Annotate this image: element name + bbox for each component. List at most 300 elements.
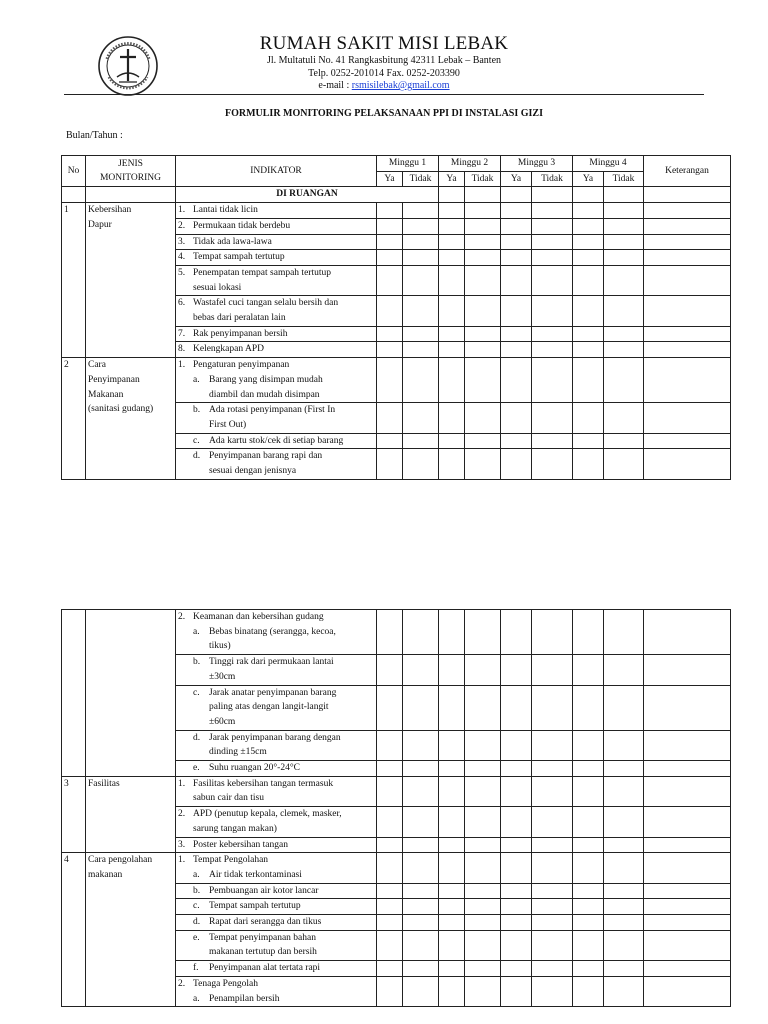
indicator-number: b.	[193, 885, 201, 896]
check-cell[interactable]	[501, 358, 532, 403]
check-cell[interactable]	[465, 685, 501, 730]
check-cell[interactable]	[573, 234, 604, 250]
keterangan-cell[interactable]	[644, 776, 731, 806]
row-jenis-line: Fasilitas	[88, 778, 120, 789]
check-cell[interactable]	[403, 655, 439, 685]
check-cell[interactable]	[377, 250, 403, 266]
check-cell[interactable]	[501, 342, 532, 358]
check-cell[interactable]	[604, 915, 644, 931]
keterangan-cell[interactable]	[644, 358, 731, 403]
row-jenis-line: (sanitasi gudang)	[88, 404, 154, 415]
indicator-item	[178, 358, 374, 373]
check-cell[interactable]	[532, 730, 573, 760]
check-cell[interactable]	[501, 403, 532, 433]
check-cell[interactable]	[604, 883, 644, 899]
indicator-item	[178, 403, 374, 432]
check-cell[interactable]	[465, 730, 501, 760]
check-cell[interactable]	[532, 265, 573, 295]
check-cell[interactable]	[501, 853, 532, 883]
row-indikator	[176, 761, 377, 777]
keterangan-cell[interactable]	[644, 961, 731, 977]
check-cell[interactable]	[573, 250, 604, 266]
keterangan-cell[interactable]	[644, 433, 731, 449]
check-cell[interactable]	[439, 433, 465, 449]
check-cell[interactable]	[439, 265, 465, 295]
check-cell[interactable]	[532, 433, 573, 449]
check-cell[interactable]	[604, 807, 644, 837]
check-cell[interactable]	[532, 403, 573, 433]
check-cell[interactable]	[532, 976, 573, 1006]
keterangan-cell[interactable]	[644, 326, 731, 342]
check-cell[interactable]	[501, 610, 532, 655]
check-cell[interactable]	[573, 930, 604, 960]
check-cell[interactable]	[439, 296, 465, 326]
check-cell[interactable]	[573, 449, 604, 479]
check-cell[interactable]	[465, 655, 501, 685]
indicator-text	[193, 342, 264, 357]
keterangan-cell[interactable]	[644, 730, 731, 760]
check-cell[interactable]	[604, 342, 644, 358]
keterangan-cell[interactable]	[644, 807, 731, 837]
indicator-text-line: Bebas binatang (serangga, kecoa,	[209, 626, 336, 637]
check-cell[interactable]	[573, 915, 604, 931]
check-cell[interactable]	[439, 403, 465, 433]
check-cell[interactable]	[403, 853, 439, 883]
check-cell[interactable]	[465, 807, 501, 837]
check-cell[interactable]	[604, 403, 644, 433]
check-cell[interactable]	[403, 234, 439, 250]
check-cell[interactable]	[439, 883, 465, 899]
check-cell[interactable]	[573, 218, 604, 234]
row-jenis-line: Cara pengolahan	[88, 855, 153, 866]
indicator-item	[178, 655, 374, 684]
indicator-text-line: Jarak anatar penyimpanan barang	[209, 687, 337, 698]
check-cell[interactable]	[465, 915, 501, 931]
check-cell[interactable]	[573, 730, 604, 760]
check-cell[interactable]	[532, 342, 573, 358]
check-cell[interactable]	[573, 807, 604, 837]
check-cell[interactable]	[439, 899, 465, 915]
check-cell[interactable]	[465, 449, 501, 479]
check-cell[interactable]	[532, 837, 573, 853]
check-cell[interactable]	[465, 837, 501, 853]
check-cell[interactable]	[377, 358, 403, 403]
keterangan-cell[interactable]	[644, 883, 731, 899]
check-cell[interactable]	[377, 610, 403, 655]
check-cell[interactable]	[403, 730, 439, 760]
check-cell[interactable]	[501, 326, 532, 342]
keterangan-cell[interactable]	[644, 761, 731, 777]
check-cell[interactable]	[377, 296, 403, 326]
check-cell[interactable]	[604, 685, 644, 730]
indicator-number: 1.	[178, 360, 186, 371]
check-cell[interactable]	[573, 403, 604, 433]
keterangan-cell[interactable]	[644, 403, 731, 433]
check-cell[interactable]	[403, 296, 439, 326]
check-cell[interactable]	[439, 250, 465, 266]
check-cell[interactable]	[501, 883, 532, 899]
check-cell[interactable]	[501, 265, 532, 295]
check-cell[interactable]	[377, 403, 403, 433]
check-cell[interactable]	[604, 776, 644, 806]
check-cell[interactable]	[377, 730, 403, 760]
check-cell[interactable]	[501, 915, 532, 931]
check-cell[interactable]	[532, 449, 573, 479]
check-cell[interactable]	[403, 685, 439, 730]
check-cell[interactable]	[532, 776, 573, 806]
check-cell[interactable]	[439, 358, 465, 403]
check-cell[interactable]	[532, 203, 573, 219]
email-link[interactable]: rsmisilebak@gmail.com	[351, 80, 450, 91]
check-cell[interactable]	[377, 883, 403, 899]
check-cell[interactable]	[377, 203, 403, 219]
check-cell[interactable]	[532, 961, 573, 977]
check-cell[interactable]	[403, 883, 439, 899]
row-jenis-line: Penyimpanan	[88, 374, 140, 385]
check-cell[interactable]	[439, 610, 465, 655]
keterangan-cell[interactable]	[644, 837, 731, 853]
check-cell[interactable]	[439, 837, 465, 853]
check-cell[interactable]	[403, 837, 439, 853]
check-cell[interactable]	[403, 930, 439, 960]
indicator-text	[193, 250, 285, 265]
check-cell[interactable]	[465, 203, 501, 219]
check-cell[interactable]	[501, 730, 532, 760]
check-cell[interactable]	[573, 961, 604, 977]
check-cell[interactable]	[377, 961, 403, 977]
check-cell[interactable]	[403, 265, 439, 295]
indicator-item	[178, 625, 374, 654]
check-cell[interactable]	[573, 883, 604, 899]
check-cell[interactable]	[377, 807, 403, 837]
check-cell[interactable]	[403, 915, 439, 931]
indicator-item	[178, 807, 374, 836]
check-cell[interactable]	[403, 961, 439, 977]
check-cell[interactable]	[604, 899, 644, 915]
check-cell[interactable]	[573, 976, 604, 1006]
indicator-text-line: Rak penyimpanan bersih	[193, 328, 288, 339]
check-cell[interactable]	[439, 730, 465, 760]
check-cell[interactable]	[465, 218, 501, 234]
indicator-text-line: Barang yang disimpan mudah	[209, 374, 323, 385]
indicator-text-line: ±30cm	[209, 671, 236, 682]
check-cell[interactable]	[604, 761, 644, 777]
check-cell[interactable]	[501, 218, 532, 234]
indicator-text	[209, 731, 341, 760]
keterangan-cell[interactable]	[644, 265, 731, 295]
check-cell[interactable]	[604, 449, 644, 479]
indicator-item	[178, 977, 374, 992]
keterangan-cell[interactable]	[644, 203, 731, 219]
check-cell[interactable]	[501, 807, 532, 837]
check-cell[interactable]	[377, 433, 403, 449]
keterangan-cell[interactable]	[644, 853, 731, 883]
check-cell[interactable]	[604, 976, 644, 1006]
check-cell[interactable]	[604, 218, 644, 234]
check-cell[interactable]	[604, 250, 644, 266]
check-cell[interactable]	[573, 853, 604, 883]
check-cell[interactable]	[465, 961, 501, 977]
check-cell[interactable]	[465, 899, 501, 915]
check-cell[interactable]	[439, 961, 465, 977]
check-cell[interactable]	[501, 899, 532, 915]
check-cell[interactable]	[501, 961, 532, 977]
indicator-text-line: sesuai dengan jenisnya	[209, 466, 297, 477]
check-cell[interactable]	[439, 761, 465, 777]
check-cell[interactable]	[573, 203, 604, 219]
check-cell[interactable]	[439, 853, 465, 883]
row-jenis	[86, 203, 176, 358]
check-cell[interactable]	[439, 807, 465, 837]
indicator-number: d.	[193, 451, 201, 462]
check-cell[interactable]	[403, 449, 439, 479]
check-cell[interactable]	[377, 776, 403, 806]
check-cell[interactable]	[465, 250, 501, 266]
check-cell[interactable]	[532, 685, 573, 730]
indicator-text	[193, 266, 331, 295]
col-minggu-3: Minggu 3	[501, 156, 573, 172]
check-cell[interactable]	[377, 761, 403, 777]
check-cell[interactable]	[604, 610, 644, 655]
check-cell[interactable]	[465, 761, 501, 777]
check-cell[interactable]	[377, 976, 403, 1006]
check-cell[interactable]	[465, 234, 501, 250]
check-cell[interactable]	[604, 326, 644, 342]
check-cell[interactable]	[439, 976, 465, 1006]
keterangan-cell[interactable]	[644, 234, 731, 250]
indicator-text-line: Lantai tidak licin	[193, 205, 258, 216]
indicator-text-line: Penyimpanan barang rapi dan	[209, 451, 323, 462]
check-cell[interactable]	[377, 449, 403, 479]
check-cell[interactable]	[465, 853, 501, 883]
indicator-item	[178, 327, 374, 342]
indicator-item	[178, 434, 374, 449]
check-cell[interactable]	[532, 883, 573, 899]
indicator-item	[178, 342, 374, 357]
check-cell[interactable]	[403, 899, 439, 915]
check-cell[interactable]	[501, 433, 532, 449]
check-cell[interactable]	[465, 358, 501, 403]
check-cell[interactable]	[573, 326, 604, 342]
check-cell[interactable]	[501, 203, 532, 219]
check-cell[interactable]	[377, 915, 403, 931]
check-cell[interactable]	[403, 218, 439, 234]
check-cell[interactable]	[439, 685, 465, 730]
check-cell[interactable]	[573, 433, 604, 449]
keterangan-cell[interactable]	[644, 685, 731, 730]
check-cell[interactable]	[604, 730, 644, 760]
check-cell[interactable]	[604, 296, 644, 326]
check-cell[interactable]	[532, 358, 573, 403]
row-indikator	[176, 730, 377, 760]
row-jenis-line: makanan	[88, 869, 123, 880]
keterangan-cell[interactable]	[644, 610, 731, 655]
check-cell[interactable]	[573, 776, 604, 806]
keterangan-cell[interactable]	[644, 218, 731, 234]
check-cell[interactable]	[439, 326, 465, 342]
check-cell[interactable]	[573, 899, 604, 915]
check-cell[interactable]	[532, 807, 573, 837]
row-indikator	[176, 776, 377, 806]
check-cell[interactable]	[604, 234, 644, 250]
check-cell[interactable]	[501, 234, 532, 250]
row-no: 2	[62, 358, 86, 480]
check-cell[interactable]	[501, 837, 532, 853]
check-cell[interactable]	[532, 610, 573, 655]
indicator-number: 1.	[178, 778, 186, 789]
check-cell[interactable]	[377, 853, 403, 883]
row-jenis	[86, 610, 176, 777]
check-cell[interactable]	[439, 342, 465, 358]
check-cell[interactable]	[573, 265, 604, 295]
indicator-text	[209, 686, 336, 730]
check-cell[interactable]	[573, 685, 604, 730]
check-cell[interactable]	[604, 203, 644, 219]
hospital-phone: Telp. 0252-201014 Fax. 0252-203390	[308, 67, 460, 79]
check-cell[interactable]	[377, 685, 403, 730]
check-cell[interactable]	[377, 899, 403, 915]
check-cell[interactable]	[377, 837, 403, 853]
check-cell[interactable]	[439, 218, 465, 234]
check-cell[interactable]	[403, 358, 439, 403]
check-cell[interactable]	[465, 265, 501, 295]
check-cell[interactable]	[573, 358, 604, 403]
check-cell[interactable]	[403, 403, 439, 433]
check-cell[interactable]	[532, 296, 573, 326]
indicator-item	[178, 250, 374, 265]
indicator-number: b.	[193, 405, 201, 416]
keterangan-cell[interactable]	[644, 449, 731, 479]
check-cell[interactable]	[465, 433, 501, 449]
keterangan-cell[interactable]	[644, 250, 731, 266]
check-cell[interactable]	[573, 610, 604, 655]
check-cell[interactable]	[439, 234, 465, 250]
check-cell[interactable]	[501, 776, 532, 806]
check-cell[interactable]	[377, 655, 403, 685]
check-cell[interactable]	[573, 342, 604, 358]
check-cell[interactable]	[377, 234, 403, 250]
check-cell[interactable]	[377, 342, 403, 358]
check-cell[interactable]	[532, 899, 573, 915]
check-cell[interactable]	[403, 976, 439, 1006]
check-cell[interactable]	[501, 930, 532, 960]
check-cell[interactable]	[604, 358, 644, 403]
indicator-item	[178, 992, 374, 1007]
check-cell[interactable]	[604, 433, 644, 449]
check-cell[interactable]	[377, 265, 403, 295]
check-cell[interactable]	[439, 915, 465, 931]
check-cell[interactable]	[403, 203, 439, 219]
indicator-text	[193, 853, 268, 868]
check-cell[interactable]	[604, 837, 644, 853]
check-cell[interactable]	[573, 655, 604, 685]
check-cell[interactable]	[465, 342, 501, 358]
check-cell[interactable]	[465, 403, 501, 433]
check-cell[interactable]	[604, 853, 644, 883]
check-cell[interactable]	[501, 685, 532, 730]
keterangan-cell[interactable]	[644, 899, 731, 915]
indicator-text-line: Keamanan dan kebersihan gudang	[193, 612, 324, 622]
keterangan-cell[interactable]	[644, 342, 731, 358]
check-cell[interactable]	[532, 930, 573, 960]
check-cell[interactable]	[604, 961, 644, 977]
check-cell[interactable]	[403, 250, 439, 266]
check-cell[interactable]	[439, 930, 465, 960]
check-cell[interactable]	[501, 296, 532, 326]
check-cell[interactable]	[403, 776, 439, 806]
check-cell[interactable]	[532, 218, 573, 234]
check-cell[interactable]	[465, 296, 501, 326]
check-cell[interactable]	[573, 761, 604, 777]
section-blank	[644, 187, 731, 203]
check-cell[interactable]	[377, 930, 403, 960]
check-cell[interactable]	[532, 326, 573, 342]
check-cell[interactable]	[532, 853, 573, 883]
check-cell[interactable]	[604, 930, 644, 960]
keterangan-cell[interactable]	[644, 655, 731, 685]
check-cell[interactable]	[403, 807, 439, 837]
indicator-number: 1.	[178, 855, 186, 866]
check-cell[interactable]	[465, 326, 501, 342]
check-cell[interactable]	[377, 326, 403, 342]
section-blank	[86, 187, 176, 203]
indicator-text	[193, 219, 290, 234]
indicator-number: a.	[193, 374, 200, 385]
check-cell[interactable]	[439, 655, 465, 685]
check-cell[interactable]	[604, 655, 644, 685]
check-cell[interactable]	[439, 776, 465, 806]
check-cell[interactable]	[403, 342, 439, 358]
check-cell[interactable]	[532, 234, 573, 250]
row-indikator	[176, 296, 377, 326]
check-cell[interactable]	[403, 610, 439, 655]
section-blank	[62, 187, 86, 203]
check-cell[interactable]	[465, 930, 501, 960]
check-cell[interactable]	[501, 761, 532, 777]
check-cell[interactable]	[465, 976, 501, 1006]
check-cell[interactable]	[403, 326, 439, 342]
check-cell[interactable]	[501, 250, 532, 266]
keterangan-cell[interactable]	[644, 915, 731, 931]
check-cell[interactable]	[532, 250, 573, 266]
check-cell[interactable]	[377, 218, 403, 234]
check-cell[interactable]	[501, 449, 532, 479]
check-cell[interactable]	[439, 449, 465, 479]
indicator-text-line: Permukaan tidak berdebu	[193, 220, 291, 231]
table-row	[62, 203, 731, 219]
row-indikator	[176, 234, 377, 250]
check-cell[interactable]	[465, 776, 501, 806]
indicator-number: 2.	[178, 612, 186, 622]
keterangan-cell[interactable]	[644, 930, 731, 960]
check-cell[interactable]	[573, 837, 604, 853]
check-cell[interactable]	[439, 203, 465, 219]
check-cell[interactable]	[403, 761, 439, 777]
check-cell[interactable]	[403, 433, 439, 449]
check-cell[interactable]	[532, 761, 573, 777]
check-cell[interactable]	[501, 976, 532, 1006]
check-cell[interactable]	[465, 610, 501, 655]
keterangan-cell[interactable]	[644, 296, 731, 326]
keterangan-cell[interactable]	[644, 976, 731, 1006]
check-cell[interactable]	[604, 265, 644, 295]
check-cell[interactable]	[532, 655, 573, 685]
table-row	[62, 610, 731, 655]
check-cell[interactable]	[573, 296, 604, 326]
check-cell[interactable]	[501, 655, 532, 685]
check-cell[interactable]	[465, 883, 501, 899]
check-cell[interactable]	[532, 915, 573, 931]
